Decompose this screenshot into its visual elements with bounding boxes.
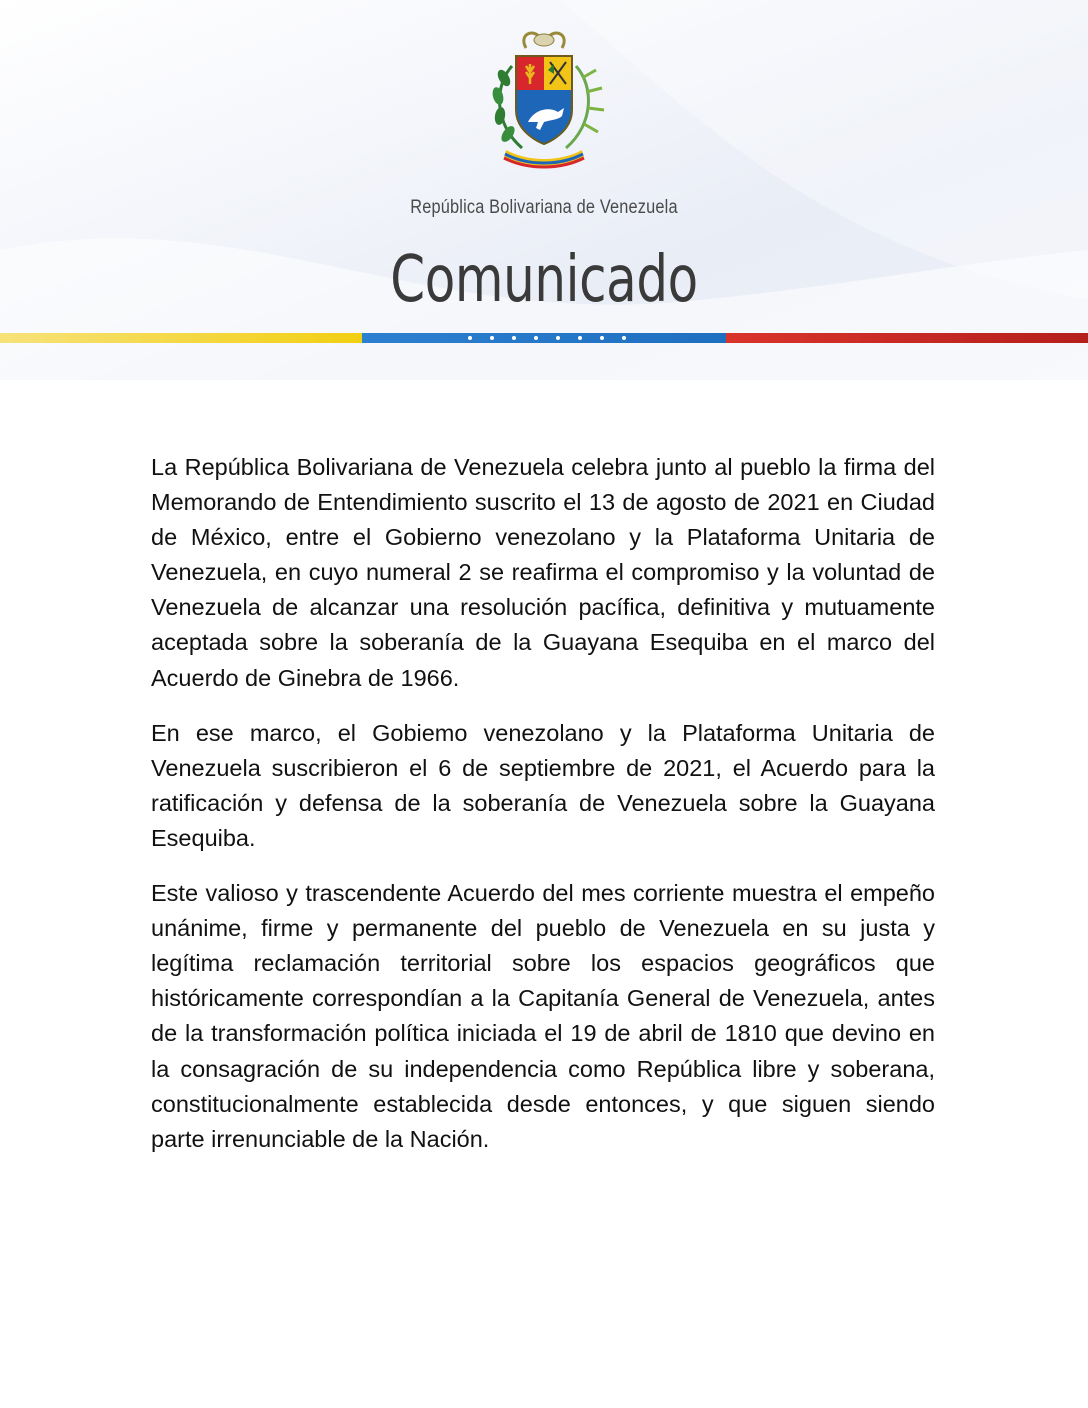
letterhead <box>0 0 1088 380</box>
flag-stripe-red <box>726 333 1088 343</box>
flag-stripe-blue <box>362 333 726 343</box>
paragraph-3: Este valioso y trascendente Acuerdo del mes corriente muestra el empeño unánime, firme y permanente del pueblo de Venezuela en su justa y legítima reclamación territorial sobre los espacios geográficos que históricamente correspondían a la Capitanía General de Venezuela, antes de la transformación política iniciada el 19 de abril de 1810 que devino en la consagración de su independencia como República libre y soberana, constitucionalmente establecida desde entonces, y que siguen siendo parte irrenunciable de la Nación. <box>151 880 935 1152</box>
paragraph-1: La República Bolivariana de Venezuela celebra junto al pueblo la firma del Memorando de Entendimiento suscrito el 13 de agosto de 2021 en Ciudad de México, entre el Gobierno venezolano y la Plataforma Unitaria de Venezuela, en cuyo numeral 2 se reafirma el compromiso y la voluntad de Venezuela de alcanzar una resolución pacífica, definitiva y mutuamente aceptada sobre la soberanía de la Guayana Esequiba en el marco del Acuerdo de Ginebra de 1966. <box>151 454 935 691</box>
venezuela-coat-of-arms-icon <box>478 26 610 176</box>
communique-body <box>151 450 935 1177</box>
page-title: Comunicado <box>390 243 698 317</box>
paragraph-2: En ese marco, el Gobiemo venezolano y la Plataforma Unitaria de Venezuela suscribieron el 6 de septiembre de 2021, el Acuerdo para la ratificación y defensa de la soberanía de Venezuela sobre la Guayana Esequiba. <box>151 719 935 851</box>
flag-stripe-yellow <box>0 333 362 343</box>
flag-stripe <box>0 333 1088 343</box>
republic-name: República Bolivariana de Venezuela <box>410 197 678 218</box>
